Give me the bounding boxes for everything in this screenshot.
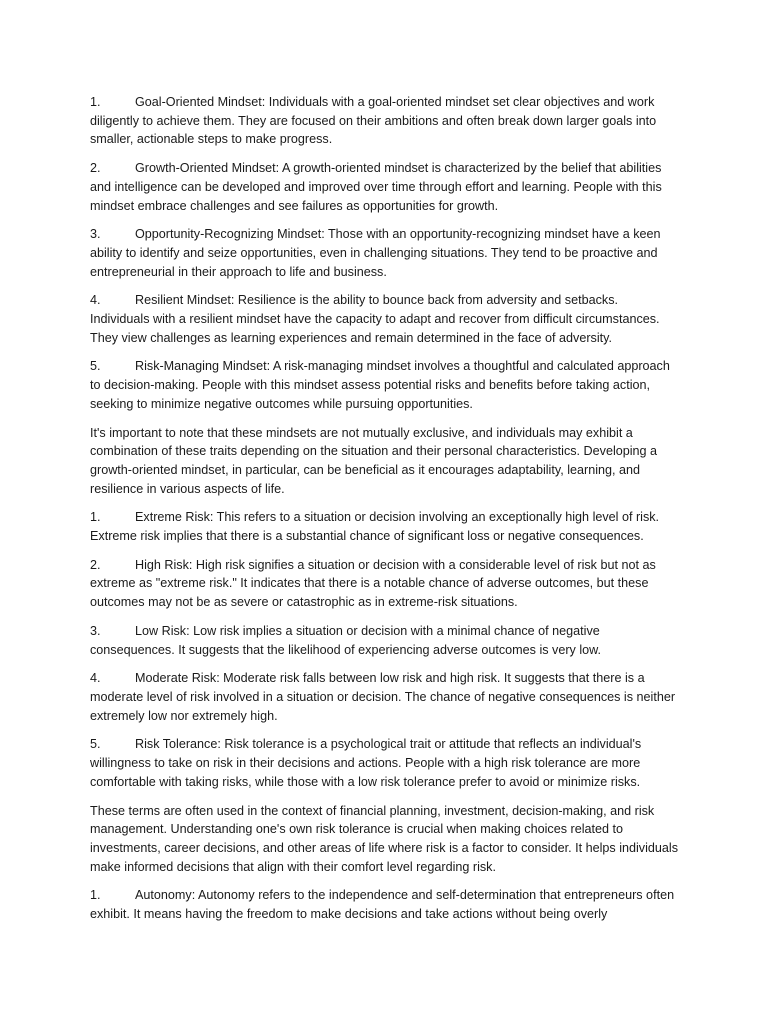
item-number: 5.: [90, 737, 101, 752]
item-text: High Risk: High risk signifies a situation or decision with a considerable level of risk but not as extreme as "extreme risk." It indicates that there is a notable chance of adverse outcomes, but these outcomes may not be as severe or catastrophic as in extreme-risk situations.: [90, 557, 656, 610]
item-number: 1.: [90, 510, 101, 525]
item-text: Low Risk: Low risk implies a situation or decision with a minimal chance of negative consequences. It suggests that the likelihood of experiencing adverse outcomes is very low.: [90, 623, 602, 657]
item-text: Growth-Oriented Mindset: A growth-oriented mindset is characterized by the belief that abilities and intelligence can be developed and improved over time through effort and learning. People with this mindset embrace challenges and see failures as opportunities for growth.: [90, 161, 662, 213]
list-item: [90, 886, 680, 923]
document-page: [90, 93, 680, 934]
list-item: [90, 556, 680, 612]
list-item: [90, 291, 680, 347]
list-item: [90, 225, 680, 281]
item-number: 3.: [90, 227, 101, 242]
item-text: Autonomy: Autonomy refers to the independence and self-determination that entrepreneurs often exhibit. It means having the freedom to make decisions and take actions without being overly: [90, 888, 675, 922]
item-text: Risk Tolerance: Risk tolerance is a psychological trait or attitude that reflects an individual's willingness to take on risk in their decisions and actions. People with a high risk tolerance are more comfortable with taking risks, while those with a low risk tolerance prefer to avoid or minimize risks.: [90, 737, 642, 789]
item-number: 4.: [90, 671, 101, 686]
item-number: 5.: [90, 359, 101, 374]
item-number: 1.: [90, 888, 101, 903]
item-number: 3.: [90, 623, 101, 638]
body-paragraph: It's important to note that these mindsets are not mutually exclusive, and individuals may exhibit a combination of these traits depending on the situation and their personal characteristics. Developing a growth-oriented mindset, in particular, can be beneficial as it encourages adaptability, learning, and resilience in various aspects of life.: [90, 425, 658, 496]
item-text: Moderate Risk: Moderate risk falls between low risk and high risk. It suggests that there is a moderate level of risk involved in a situation or decision. The chance of negative consequences is neither extremely low nor extremely high.: [90, 671, 676, 723]
item-number: 1.: [90, 95, 101, 109]
body-paragraph: These terms are often used in the context of financial planning, investment, decision-making, and risk management. Understanding one's own risk tolerance is crucial when making choices related to investments, career decisions, and other areas of life where risk is a factor to consider. It helps individuals make informed decisions that align with their comfort level regarding risk.: [90, 803, 678, 874]
item-text: Goal-Oriented Mindset: Individuals with a goal-oriented mindset set clear objectives and work diligently to achieve them. They are focused on their ambitions and often break down larger goals into smaller, actionable steps to make progress.: [90, 95, 657, 147]
item-text: Resilient Mindset: Resilience is the ability to bounce back from adversity and setbacks. Individuals with a resilient mindset have the capacity to adapt and recover from difficult circumstances. They view challenges as learning experiences and remain determined in the face of adversity.: [90, 293, 660, 345]
list-item: [90, 159, 680, 215]
item-number: 2.: [90, 161, 101, 176]
item-number: 2.: [90, 557, 101, 572]
list-item: [90, 508, 680, 545]
list-item: [90, 735, 680, 791]
item-text: Opportunity-Recognizing Mindset: Those with an opportunity-recognizing mindset have a keen ability to identify and seize opportunities, even in challenging situations. They tend to be proactive and entrepreneurial in their approach to life and business.: [90, 227, 661, 279]
list-item: [90, 622, 680, 659]
list-item: [90, 669, 680, 725]
list-item: [90, 93, 680, 149]
item-number: 4.: [90, 293, 101, 308]
list-item: [90, 357, 680, 413]
item-text: Risk-Managing Mindset: A risk-managing mindset involves a thoughtful and calculated approach to decision-making. People with this mindset assess potential risks and benefits before taking action, seeking to minimize negative outcomes while pursuing opportunities.: [90, 359, 670, 411]
item-text: Extreme Risk: This refers to a situation or decision involving an exceptionally high level of risk. Extreme risk implies that there is a substantial chance of significant loss or negative consequences.: [90, 510, 660, 544]
